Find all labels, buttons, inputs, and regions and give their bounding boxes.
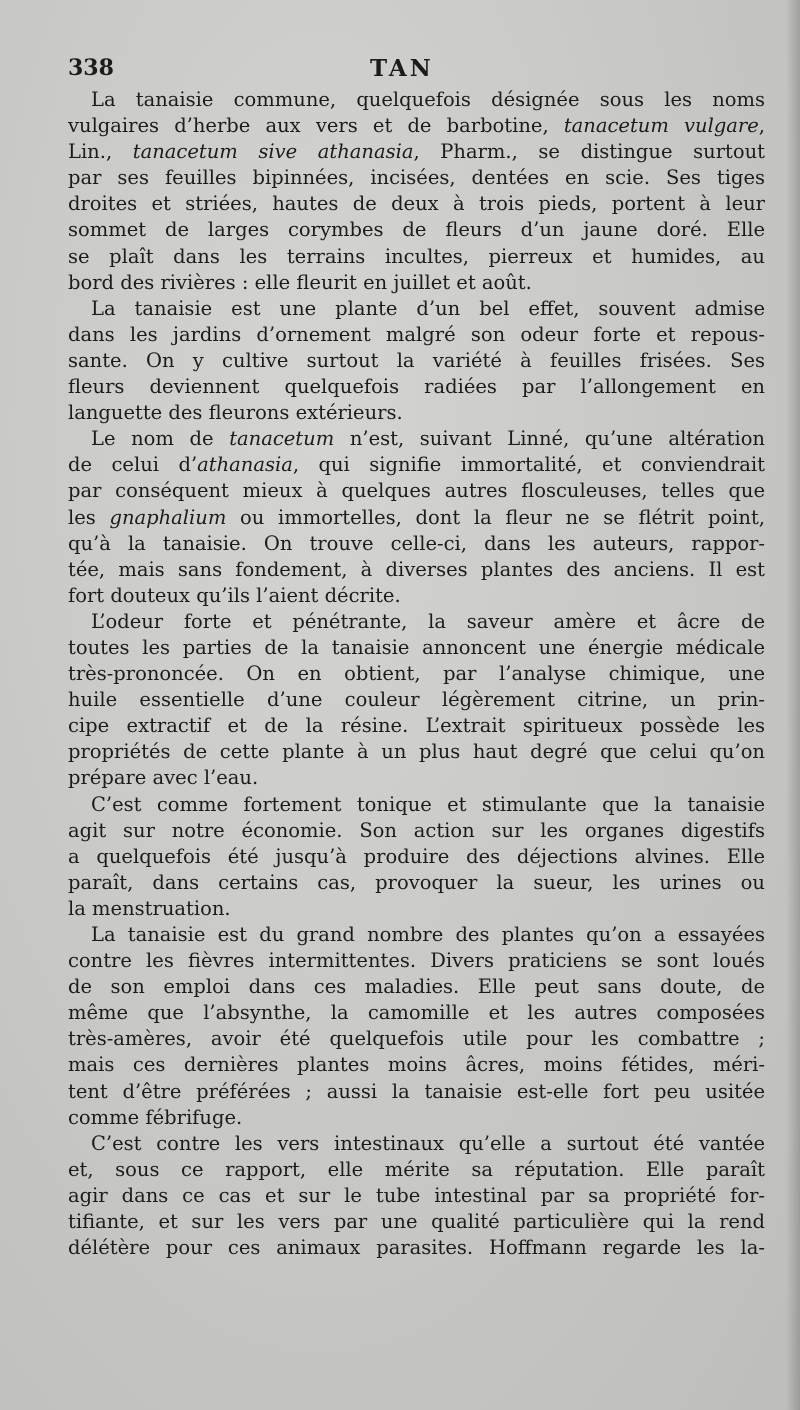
text-line: de son emploi dans ces maladies. Elle peut sans doute, de [68, 975, 765, 999]
text-line: La tanaisie commune, quelquefois désignée sous les noms [91, 88, 765, 111]
text-line: La tanaisie est une plante d’un bel effet, souvent admise [91, 296, 765, 320]
text-line: tifiante, et sur les vers par une qualité particulière qui la rend [68, 1210, 765, 1234]
text-line: fort douteux qu’ils l’aient décrite. [68, 583, 401, 607]
text-line: sommet de larges corymbes de fleurs d’un jaune doré. Elle [68, 218, 765, 242]
running-head: TAN [370, 55, 434, 82]
page-header [68, 55, 768, 85]
text-line: cipe extractif et de la résine. L’extrait spiritueux possède les [68, 714, 765, 738]
page-number: 338 [68, 55, 114, 81]
text-line: sante. On y cultive surtout la variété à feuilles frisées. Ses [68, 348, 765, 372]
text-line: vulgaires d’herbe aux vers et de barbotine, tanacetum vulgare, [68, 114, 765, 138]
text-line: dans les jardins d’ornement malgré son odeur forte et repous- [68, 322, 765, 346]
text-line: languette des fleurons extérieurs. [68, 401, 403, 425]
text-line: tée, mais sans fondement, à diverses plantes des anciens. Il est [68, 557, 765, 581]
text-line: Le nom de tanacetum n’est, suivant Linné, qu’une altération [91, 427, 765, 451]
text-line: droites et striées, hautes de deux à trois pieds, portent à leur [68, 192, 765, 216]
text-line: par ses feuilles bipinnées, incisées, dentées en scie. Ses tiges [68, 166, 765, 190]
text-line: Lin., tanacetum sive athanasia, Pharm., se distingue surtout [68, 140, 765, 164]
text-line: très-amères, avoir été quelquefois utile pour les combattre ; [68, 1027, 765, 1051]
text-line: délétère pour ces animaux parasites. Hoffmann regarde les la- [68, 1236, 765, 1260]
text-line: paraît, dans certains cas, provoquer la sueur, les urines ou [68, 870, 765, 894]
text-line: tent d’être préférées ; aussi la tanaisie est-elle fort peu usitée [68, 1079, 765, 1103]
text-line: L’odeur forte et pénétrante, la saveur amère et âcre de [91, 609, 765, 633]
text-line: comme fébrifuge. [68, 1105, 243, 1129]
text-line: La tanaisie est du grand nombre des plantes qu’on a essayées [91, 923, 765, 946]
text-line: fleurs deviennent quelquefois radiées par l’allongement en [68, 375, 765, 399]
text-line: mais ces dernières plantes moins âcres, moins fétides, méri- [68, 1053, 765, 1077]
text-line: toutes les parties de la tanaisie annoncent une énergie médicale [68, 635, 765, 659]
text-line: la menstruation. [68, 896, 231, 920]
text-line: de celui d’athanasia, qui signifie immortalité, et conviendrait [68, 453, 765, 477]
text-line: propriétés de cette plante à un plus haut degré que celui qu’on [68, 740, 765, 764]
text-line: prépare avec l’eau. [68, 766, 259, 790]
text-line: a quelquefois été jusqu’à produire des déjections alvines. Elle [68, 844, 765, 868]
text-line: C’est comme fortement tonique et stimulante que la tanaisie [91, 792, 765, 816]
text-line: par conséquent mieux à quelques autres flosculeuses, telles que [68, 479, 765, 503]
text-line: agit sur notre économie. Son action sur les organes digestifs [68, 818, 765, 842]
text-line: huile essentielle d’une couleur légèrement citrine, un prin- [68, 688, 765, 712]
text-line: même que l’absynthe, la camomille et les autres composées [68, 1001, 765, 1025]
text-line: qu’à la tanaisie. On trouve celle-ci, dans les auteurs, rappor- [68, 531, 765, 555]
text-line: bord des rivières : elle fleurit en juillet et août. [68, 270, 532, 294]
page-shadow [786, 0, 800, 1410]
text-line: se plaît dans les terrains incultes, pierreux et humides, au [68, 244, 765, 268]
body-text [68, 87, 765, 1261]
text-line: les gnaphalium ou immortelles, dont la fleur ne se flétrit point, [68, 505, 765, 529]
text-line: très-prononcée. On en obtient, par l’analyse chimique, une [68, 662, 765, 686]
text-line: contre les fièvres intermittentes. Divers praticiens se sont loués [68, 949, 765, 973]
text-line: et, sous ce rapport, elle mérite sa réputation. Elle paraît [68, 1157, 765, 1181]
text-line: agir dans ce cas et sur le tube intestinal par sa propriété for- [68, 1183, 765, 1207]
text-line: C’est contre les vers intestinaux qu’elle a surtout été vantée [91, 1131, 765, 1155]
